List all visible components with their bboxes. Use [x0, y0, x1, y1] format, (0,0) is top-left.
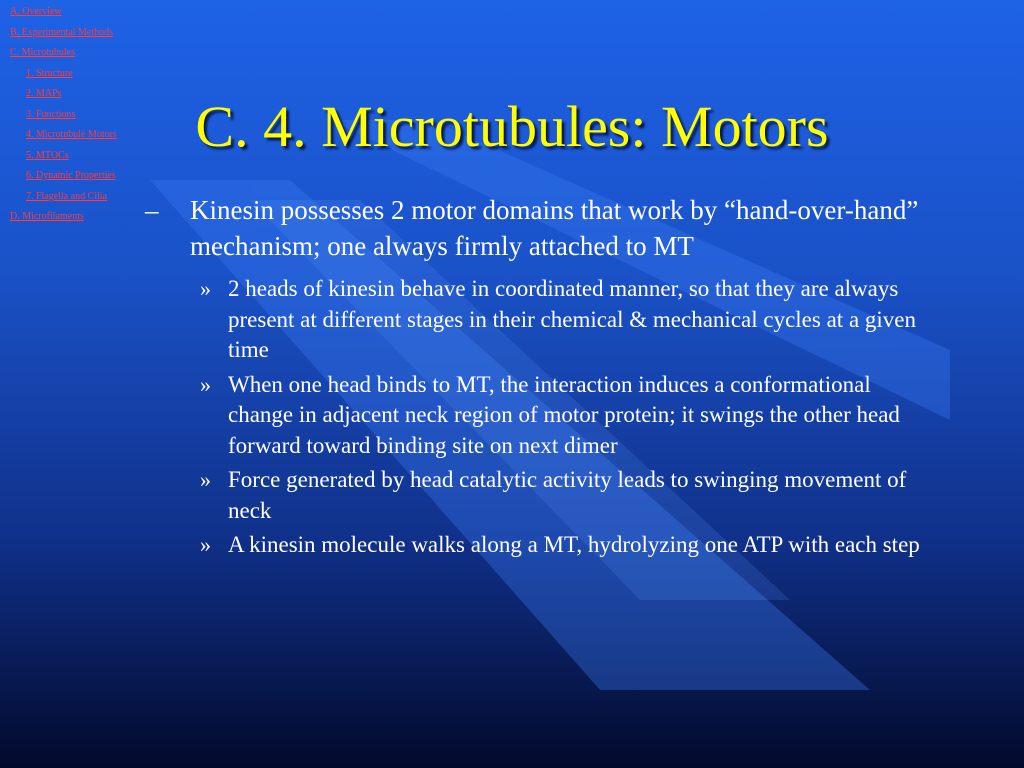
sub-bullet	[140, 465, 940, 526]
main-bullet-text: Kinesin possesses 2 motor domains that work by “hand-over-hand” mechanism; one always firmly attached to MT	[190, 195, 919, 261]
sub-bullet	[140, 530, 940, 561]
sub-bullet-text: A kinesin molecule walks along a MT, hydrolyzing one ATP with each step	[228, 532, 920, 557]
main-bullet	[140, 192, 940, 264]
nav-link-microfilaments[interactable]: D. Microfilaments	[10, 211, 84, 222]
nav-link-dynamic-properties[interactable]: 6. Dynamic Properties	[26, 170, 116, 181]
dash-bullet-marker: –	[145, 195, 159, 225]
sub-bullet	[140, 370, 940, 462]
nav-link-experimental-methods[interactable]: B. Experimental Methods	[10, 27, 114, 38]
slide-title: C. 4. Microtubules: Motors	[195, 94, 829, 159]
nav-link-maps[interactable]: 2. MAPs	[26, 88, 62, 99]
chevron-bullet-marker: »	[200, 371, 211, 397]
nav-link-microtubule-motors[interactable]: 4. Microtubule Motors	[26, 129, 117, 140]
sub-bullet-text: When one head binds to MT, the interaction induces a conformational change in adjacent neck region of motor protein; it swings the other head forward toward binding site on next dimer	[228, 371, 900, 458]
nav-link-flagella-and-cilia[interactable]: 7. Flagella and Cilia	[26, 191, 108, 202]
chevron-bullet-marker: »	[200, 532, 211, 557]
sub-bullet-text: Force generated by head catalytic activity leads to swinging movement of neck	[228, 467, 907, 523]
chevron-bullet-marker: »	[200, 467, 211, 492]
nav-link-functions[interactable]: 3. Functions	[26, 109, 76, 120]
chevron-bullet-marker: »	[200, 276, 211, 301]
slide-body	[140, 192, 940, 561]
nav-link-mtocs[interactable]: 5. MTOCs	[26, 150, 69, 161]
sub-bullet-text: 2 heads of kinesin behave in coordinated manner, so that they are always present at different stages in their chemical & mechanical cycles at a given time	[228, 276, 917, 362]
nav-link-structure[interactable]: 1. Structure	[26, 68, 73, 79]
nav-link-overview[interactable]: A. Overview	[10, 6, 62, 17]
nav-link-microtubules[interactable]: C. Microtubules	[10, 47, 75, 58]
sub-bullet	[140, 274, 940, 366]
